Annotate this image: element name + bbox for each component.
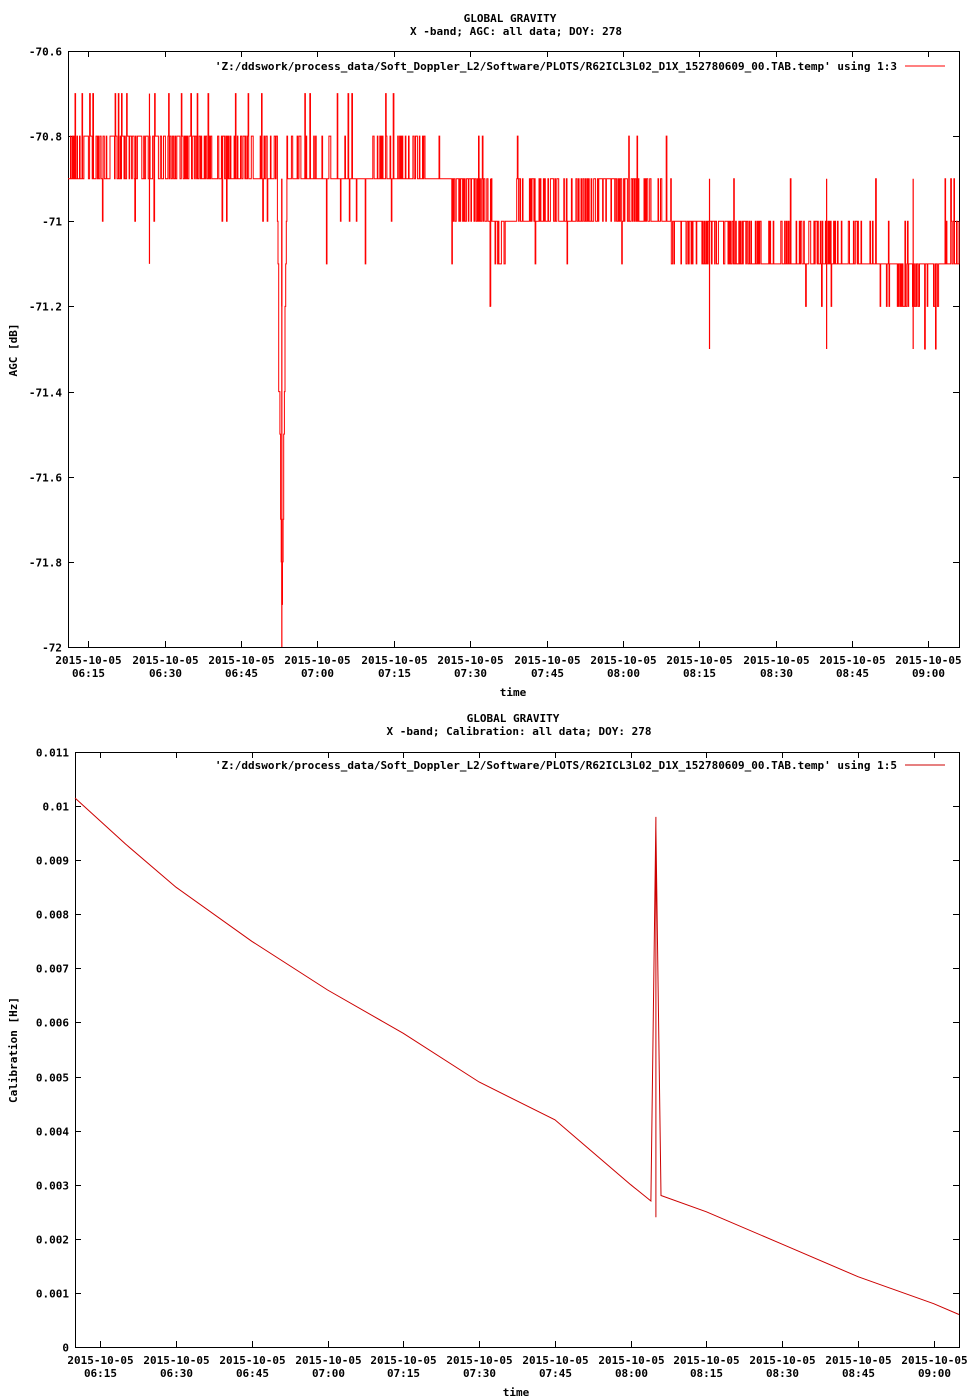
x-tick-label: 06:15 (83, 1367, 118, 1380)
x-tick-label: 07:00 (300, 667, 335, 680)
x-tick-date: 2015-10-05 (361, 654, 428, 667)
y-tick-label: 0.01 (42, 800, 69, 814)
series-line (68, 94, 959, 605)
x-tick-label: 08:15 (689, 1367, 724, 1380)
x-tick-label: 06:45 (235, 1367, 270, 1380)
x-tick-date: 2015-10-05 (446, 1354, 513, 1367)
y-tick-label: -71.2 (28, 300, 62, 314)
x-tick-date: 2015-10-05 (55, 654, 122, 667)
x-tick-date: 2015-10-05 (673, 1354, 740, 1367)
x-tick-label: 07:30 (462, 1367, 497, 1380)
y-tick-label: 0.001 (35, 1287, 69, 1301)
y-tick-label: 0.008 (35, 908, 69, 922)
x-axis-label: time (499, 686, 527, 699)
y-axis-label: AGC [dB] (7, 323, 20, 377)
calibration-chart (0, 700, 980, 1400)
x-tick-date: 2015-10-05 (284, 654, 351, 667)
x-tick-date: 2015-10-05 (895, 654, 962, 667)
x-tick-label: 06:30 (159, 1367, 194, 1380)
x-tick-label: 07:15 (377, 667, 412, 680)
y-tick-label: 0.002 (35, 1233, 69, 1247)
x-axis-label: time (502, 1386, 530, 1399)
x-tick-date: 2015-10-05 (598, 1354, 665, 1367)
y-axis-label: Calibration [Hz] (7, 997, 20, 1103)
x-tick-label: 09:00 (917, 1367, 952, 1380)
y-tick-label: -72 (42, 641, 62, 655)
x-tick-label: 08:30 (759, 667, 794, 680)
plot-frame (76, 753, 960, 1348)
y-tick-label: 0.005 (35, 1071, 69, 1085)
x-tick-date: 2015-10-05 (219, 1354, 286, 1367)
x-tick-date: 2015-10-05 (437, 654, 504, 667)
chart-title: GLOBAL GRAVITY (463, 12, 557, 25)
y-tick-label: -71.6 (28, 471, 62, 485)
x-tick-label: 07:45 (530, 667, 565, 680)
x-tick-label: 07:45 (538, 1367, 573, 1380)
y-tick-label: 0.003 (35, 1179, 69, 1193)
x-tick-date: 2015-10-05 (67, 1354, 134, 1367)
y-tick-label: 0.007 (35, 962, 69, 976)
x-tick-date: 2015-10-05 (295, 1354, 362, 1367)
x-tick-label: 06:15 (71, 667, 106, 680)
series-line (75, 798, 959, 1315)
x-tick-label: 08:45 (841, 1367, 876, 1380)
x-tick-label: 08:30 (765, 1367, 800, 1380)
chart-subtitle: X -band; Calibration: all data; DOY: 278 (386, 725, 652, 738)
x-tick-label: 07:15 (386, 1367, 421, 1380)
legend-label: 'Z:/ddswork/process_data/Soft_Doppler_L2/Software/PLOTS/R62ICL3L02_D1X_152780609_00.TAB.temp' using 1:3 (214, 60, 897, 73)
x-tick-date: 2015-10-05 (522, 1354, 589, 1367)
x-tick-date: 2015-10-05 (208, 654, 275, 667)
x-tick-label: 08:45 (835, 667, 870, 680)
y-tick-label: -71.4 (28, 386, 62, 400)
x-tick-date: 2015-10-05 (132, 654, 199, 667)
x-tick-label: 08:00 (614, 1367, 649, 1380)
y-tick-label: -71.8 (28, 556, 62, 570)
y-tick-label: 0.009 (35, 854, 69, 868)
legend-label: 'Z:/ddswork/process_data/Soft_Doppler_L2/Software/PLOTS/R62ICL3L02_D1X_152780609_00.TAB.temp' using 1:5 (214, 759, 897, 772)
y-tick-label: -70.6 (28, 45, 62, 59)
x-tick-date: 2015-10-05 (666, 654, 733, 667)
x-tick-label: 07:00 (311, 1367, 346, 1380)
x-tick-label: 09:00 (911, 667, 946, 680)
chart-title: GLOBAL GRAVITY (466, 712, 560, 725)
y-tick-label: 0.011 (35, 746, 69, 760)
y-tick-label: 0.006 (35, 1016, 69, 1030)
x-tick-label: 08:00 (606, 667, 641, 680)
x-tick-date: 2015-10-05 (514, 654, 581, 667)
x-tick-label: 06:30 (148, 667, 183, 680)
x-tick-date: 2015-10-05 (825, 1354, 892, 1367)
y-tick-label: -70.8 (28, 130, 62, 144)
x-tick-date: 2015-10-05 (749, 1354, 816, 1367)
x-tick-label: 06:45 (224, 667, 259, 680)
x-tick-label: 08:15 (682, 667, 717, 680)
x-tick-date: 2015-10-05 (819, 654, 886, 667)
x-tick-date: 2015-10-05 (743, 654, 810, 667)
x-tick-label: 07:30 (453, 667, 488, 680)
y-tick-label: 0 (62, 1341, 69, 1355)
x-tick-date: 2015-10-05 (590, 654, 657, 667)
x-tick-date: 2015-10-05 (901, 1354, 968, 1367)
x-tick-date: 2015-10-05 (370, 1354, 437, 1367)
chart-subtitle: X -band; AGC: all data; DOY: 278 (410, 25, 622, 38)
x-tick-date: 2015-10-05 (143, 1354, 210, 1367)
y-tick-label: 0.004 (35, 1125, 69, 1139)
y-tick-label: -71 (42, 215, 62, 229)
